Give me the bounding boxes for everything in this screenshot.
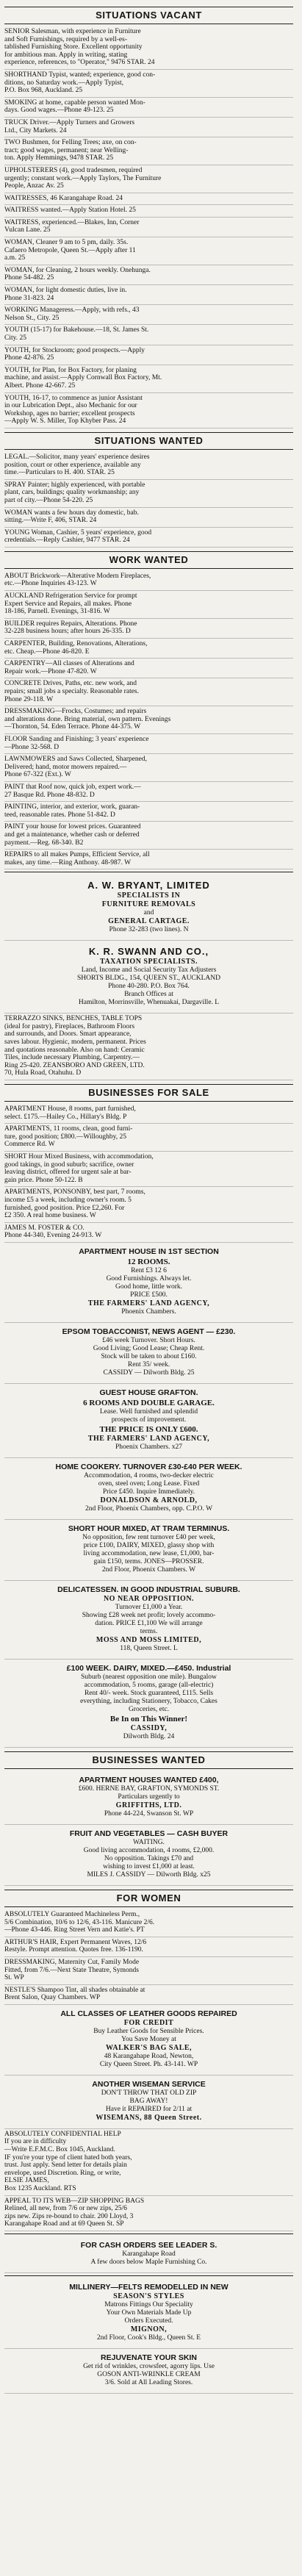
ad-line: TRUCK Driver.—Apply Turners and Growers: [4, 118, 135, 126]
display-ad-line: SHORTS BLDG., 154, QUEEN ST., AUCKLAND: [76, 975, 221, 983]
ad-line: City. 25: [4, 334, 26, 342]
display-ad-line: FOR CASH ORDERS SEE LEADER S.: [80, 2241, 217, 2250]
ad-line: APARTMENT House, 8 rooms, part furnished,: [4, 1105, 136, 1113]
display-ad-line: EPSOM TOBACCONIST, NEWS AGENT — £230.: [62, 1327, 236, 1336]
ad-line: ture, good position; £800.—Willoughby, 25: [4, 1133, 127, 1141]
classified-ad: [4, 850, 293, 869]
display-ad-line: 2nd Floor, Phoenix Chambers, opp. C.P.O. W: [85, 1504, 213, 1513]
ad-line: YOUTH (15-17) for Bakehouse.—18, St. James St.: [4, 326, 149, 334]
ad-line: —Phone 32-568. D: [4, 743, 60, 751]
ad-line: Delivered; hand, motor mowers repaired.—: [4, 763, 127, 771]
section-heading: BUSINESSES FOR SALE: [4, 1084, 293, 1102]
display-ad-line: Rent 40/- week. Stock guaranteed, £115. Sells: [84, 1689, 214, 1697]
ad-line: gain price. Phone 50-122. B: [4, 1176, 83, 1184]
classified-ad: [4, 305, 293, 325]
ad-line: tablished Furnishing Store. Excellent opportunity: [4, 43, 143, 51]
classified-ad: [4, 802, 293, 822]
classified-ad: [4, 1104, 293, 1124]
ad-line: PAINTING, interior, and exterior, work, guaran-: [4, 803, 140, 811]
display-ad-line: DELICATESSEN. IN GOOD INDUSTRIAL SUBURB.: [57, 1585, 240, 1594]
display-ad-line: Showing £28 week net profit; lovely accommo-: [82, 1611, 216, 1619]
display-ad-line: Phone 44-224, Swanson St. WP: [104, 1809, 194, 1818]
ad-line: PAINT that Roof now, quick job, expert work.—: [4, 783, 141, 791]
ad-line: CARPENTRY—All classes of Alterations and: [4, 660, 134, 668]
ad-line: etc.—Phone Inquiries 43-123. W: [4, 580, 97, 588]
display-ad: [4, 2236, 293, 2273]
display-ad-line: No opposition. Takings £70 and: [104, 1854, 194, 1862]
ad-line: Expert Service and Repairs, all makes. Phone: [4, 600, 132, 608]
display-ad-line: MILES J. CASSIDY — Dilworth Bldg. x25: [87, 1870, 211, 1879]
display-ad-line: Turnover £1,000 a Year.: [115, 1603, 183, 1611]
ad-line: ton. Apply Hemmings, 9478 STAR. 25: [4, 154, 114, 162]
ad-line: PAINT your house for lowest prices. Guaranteed: [4, 823, 141, 831]
classified-ad: [4, 137, 293, 165]
ad-line: REPAIRS to all makes Pumps, Efficient Service, all: [4, 851, 150, 859]
ad-line: APARTMENTS, 11 rooms, clean, good furni-: [4, 1125, 133, 1133]
ad-line: Phone 54-482. 25: [4, 274, 54, 282]
classified-ad: [4, 2129, 293, 2196]
display-ad-line: A few doors below Maple Furnishing Co.: [90, 2259, 207, 2266]
ad-line: APARTMENTS, PONSONBY, best part, 7 rooms,: [4, 1188, 145, 1196]
display-ad-line: A. W. BRYANT, LIMITED: [87, 880, 210, 891]
ad-line: and Soft Furnishings, required by a well-es-: [4, 35, 128, 43]
ad-line: and get a maintenance, whether cash or deferred: [4, 830, 140, 839]
ad-line: CARPENTER, Building, Renovations, Alterations,: [4, 640, 148, 648]
ad-line: ditions, no Saturday work.—Apply Typist,: [4, 79, 123, 87]
display-ad-line: City Queen Street. Ph. 43-141. WP: [99, 2060, 198, 2068]
ad-line: St. WP: [4, 1974, 24, 1982]
display-ad-line: GUEST HOUSE GRAFTON.: [99, 1388, 198, 1397]
ad-line: Phone 67-322 (Ext.). W: [4, 771, 71, 779]
ad-line: Workshop, ages no barrier; excellent prospects: [4, 409, 135, 417]
display-ad-line: APARTMENT HOUSE IN 1ST SECTION: [79, 1246, 219, 1256]
display-ad-line: Accommodation, 4 rooms, two-decker electric: [84, 1471, 214, 1479]
display-ad-line: Lease. Well furnished and splendid: [99, 1407, 198, 1416]
display-ad-line: £46 week Turnover. Short Hours.: [102, 1336, 195, 1344]
display-ad-line: TAXATION SPECIALISTS.: [100, 958, 198, 966]
classified-ad: [4, 393, 293, 428]
display-ad-line: SPECIALISTS IN: [117, 891, 181, 900]
display-ad-line: WALKER'S BAG SALE,: [105, 2043, 193, 2052]
display-ad-line: 3/6. Sold at All Leading Stores.: [104, 2379, 193, 2386]
ad-line: Ring 25-420. ZEANSBORO AND GREEN, LTD.: [4, 1061, 145, 1069]
ad-line: payment.—Reg. 68-340. B2: [4, 839, 84, 847]
classified-ad: [4, 734, 293, 754]
ad-line: Phone 31-823. 24: [4, 294, 54, 302]
ad-line: APPEAL TO ITS WEB—ZIP SHOPPING BAGS: [4, 2197, 145, 2205]
ad-line: JAMES M. FOSTER & CO.: [4, 1224, 85, 1232]
display-ad-line: GRIFFITHS, LTD.: [115, 1801, 182, 1809]
section-heading: SITUATIONS VACANT: [4, 7, 293, 24]
ad-line: WOMAN wants a few hours day domestic, bab.: [4, 509, 139, 517]
ad-line: —Thornton, 54. Eden Terrace. Phone 44-375. W: [4, 723, 141, 731]
ad-line: time.—Particulars to H. 400. STAR. 25: [4, 469, 115, 477]
classified-ad: [4, 1152, 293, 1187]
classified-ad: [4, 218, 293, 237]
display-ad-line: BAG AWAY!: [129, 2097, 168, 2105]
ad-line: CONCRETE Drives, Paths, etc. new work, and: [4, 680, 137, 688]
ad-line: Relined, all new, from 7/6 or new zips, 25/6: [4, 2205, 127, 2213]
ad-line: WOMAN, Cleaner 9 am to 5 pm, daily. 35s.: [4, 239, 129, 247]
display-ad-line: THE FARMERS' LAND AGENCY,: [87, 1299, 210, 1307]
ad-line: teed, reasonable rates. Phone 51-842. D: [4, 811, 115, 819]
display-ad-line: Dilworth Bldg. 24: [123, 1732, 175, 1740]
classified-ad: [4, 1985, 293, 2005]
ad-line: DRESSMAKING, Maternity Cut, Family Mode: [4, 1958, 140, 1966]
ad-line: NESTLE'S Shampoo Tint, all shades obtainable at: [4, 1986, 145, 1994]
display-ad-line: Particulars urgently to: [118, 1793, 180, 1801]
ad-line: ELSIE JAMES,: [4, 2177, 49, 2185]
classified-ad: [4, 365, 293, 393]
display-ad-line: WISEMANS, 88 Queen Street.: [96, 2113, 202, 2122]
ad-line: Nelson St., City. 25: [4, 314, 60, 322]
ad-line: Phone 44-340, Evening 24-913. W: [4, 1232, 102, 1240]
ad-line: Tiles, include necessary Plumbing, Carpentry.—: [4, 1054, 140, 1062]
ad-line: —Phone 43-446. Ring Street Vern and Katie's. PT: [4, 1926, 145, 1934]
display-ad-line: 2nd Floor, Phoenix Chambers. W: [101, 1565, 196, 1574]
display-ad-line: Suburb (nearest opposition one mile). Bungalow: [81, 1673, 217, 1681]
display-ad-line: You Save Money at: [121, 2035, 176, 2043]
display-ad-line: REJUVENATE YOUR SKIN: [101, 2353, 197, 2362]
display-ad-line: £100 WEEK. DAIRY, MIXED.—£450. Industrial: [66, 1663, 231, 1673]
ad-line: YOUTH, for Plan, for Box Factory, for planing: [4, 366, 137, 374]
display-ad-line: gain £150, terms. JONES—PROSSER.: [93, 1557, 204, 1565]
ad-line: AUCKLAND Refrigeration Service for prompt: [4, 592, 137, 600]
display-ad-line: Karangahape Road: [122, 2250, 176, 2258]
classified-ad: [4, 591, 293, 619]
ad-line: LEGAL.—Solicitor, many years' experience desires: [4, 453, 150, 461]
display-ad-line: K. R. SWANN AND CO.,: [88, 946, 209, 958]
classified-ad: [4, 639, 293, 659]
display-ad-line: GENERAL CARTAGE.: [108, 917, 190, 926]
ad-line: Brent Salon, Quay Chambers. WP: [4, 1994, 101, 2002]
display-ad-line: Phone 40-280. P.O. Box 764.: [108, 983, 190, 991]
classified-ad: [4, 754, 293, 782]
ad-line: DRESSMAKING—Frocks, Costumes; and repairs: [4, 708, 147, 716]
display-ad: [4, 2278, 293, 2349]
ad-line: 70, Hula Road, Otahuhu. D: [4, 1069, 82, 1077]
display-ad-line: WAITING.: [132, 1838, 165, 1846]
ad-line: for ambitious man. Apply in writing, stating: [4, 51, 128, 59]
display-ad-line: Land, Income and Social Security Tax Adjusters: [81, 966, 217, 975]
display-ad-line: Good Living; Good Lease; Cheap Rent.: [93, 1344, 205, 1352]
classified-ad: [4, 26, 293, 70]
display-ad-line: wishing to invest £1,000 at least.: [103, 1862, 195, 1870]
display-ad: [4, 1243, 293, 1323]
display-ad-line: £600. HERNE BAY, GRAFTON, SYMONDS ST.: [78, 1784, 220, 1793]
ad-line: WOMAN, for light domestic duties, live in.: [4, 287, 127, 295]
display-ad-line: CASSIDY,: [130, 1723, 168, 1732]
classified-ad: [4, 1223, 293, 1243]
ad-line: part of city.—Phone 54-220. 25: [4, 496, 93, 504]
display-ad-line: price £100, DAIRY, MIXED, glassy shop with: [83, 1541, 215, 1549]
ad-line: WAITRESS, experienced.—Blakes, Inn, Corner: [4, 218, 140, 226]
classified-ad: [4, 508, 293, 528]
ad-line: Albert. Phone 42-667. 25: [4, 381, 76, 390]
ad-line: IF you're your type of client hated both years,: [4, 2153, 132, 2161]
display-ad: [4, 1458, 293, 1520]
ad-line: Restyle. Prompt attention. Quotes free. 136-1190.: [4, 1946, 143, 1954]
ad-line: SENIOR Salesman, with experience in Furniture: [4, 28, 141, 35]
ad-line: saves labour. Hygienic, modern, permanent. Prices: [4, 1038, 146, 1047]
display-ad-line: Branch Offices at: [124, 991, 173, 999]
ad-line: 27 Basque Rd. Phone 48-832. D: [4, 791, 95, 799]
ad-line: Vulcan Lane. 25: [4, 226, 51, 234]
display-ad-line: accommodation, 5 rooms, garage (all-electric): [84, 1681, 214, 1689]
ad-line: WAITRESS wanted.—Apply Station Hotel. 25: [4, 207, 136, 215]
ad-line: tract; good wages, permanent; near Welling-: [4, 146, 129, 154]
ad-line: UPHOLSTERERS (4), good tradesmen, required: [4, 166, 143, 174]
classified-ad: [4, 345, 293, 365]
display-ad-line: Groceries, etc.: [128, 1705, 170, 1713]
display-ad: [4, 2349, 293, 2394]
ad-line: in our Lubrication Dept., also Mechanic for our: [4, 402, 137, 410]
display-ad-line: MILLINERY—FELTS REMODELLED IN NEW: [69, 2283, 229, 2292]
classified-ad: [4, 1937, 293, 1957]
display-ad-line: APARTMENT HOUSES WANTED £400,: [79, 1775, 219, 1784]
display-ad-line: DON'T THROW THAT OLD ZIP: [101, 2089, 197, 2097]
ad-line: ABOUT Brickwork—Alterative Modern Fireplaces,: [4, 572, 151, 580]
display-ad-line: 2nd Floor, Cook's Bldg., Queen St. E: [96, 2334, 201, 2342]
ad-line: makes, any time.—Ring Anthony. 48-987. W: [4, 858, 132, 867]
ad-line: SHORTHAND Typist, wanted; experience, good con-: [4, 71, 156, 79]
ad-line: FLOOR Sanding and Finishing; 3 years' experience: [4, 735, 149, 743]
ad-line: P.O. Box 968, Auckland. 25: [4, 87, 83, 95]
display-ad-line: Get rid of wrinkles, crowsfeet, agorry lips. Use: [83, 2363, 215, 2370]
ad-line: SPRAY Painter; highly experienced, with portable: [4, 481, 145, 489]
section-heading: SITUATIONS WANTED: [4, 432, 293, 450]
display-ad-line: ALL CLASSES OF LEATHER GOODS REPAIRED: [60, 2009, 237, 2018]
display-ad-line: Rent 35/ week.: [127, 1360, 170, 1368]
display-ad-line: DONALDSON & ARNOLD,: [100, 1496, 198, 1504]
display-ad-line: prospects of improvement.: [111, 1416, 187, 1424]
classified-ad: [4, 480, 293, 508]
classified-ad: [4, 70, 293, 98]
ad-line: Fitted, from 7/6.—Next State Theatre, Symonds: [4, 1966, 139, 1974]
ad-line: People, Anzac Av. 25: [4, 182, 64, 190]
ad-line: zips new. Zips re-bound to chair. 200 Lloyd, 3: [4, 2212, 134, 2220]
display-ad-line: and: [143, 909, 154, 917]
ad-line: select. £175.—Hailey Co., Hillary's Bldg. P: [4, 1113, 127, 1121]
ad-line: WAITRESSES, 46 Karangahape Road. 24: [4, 194, 123, 202]
display-ad-line: Good home, little work.: [115, 1282, 183, 1291]
display-ad-line: everything, including Stationery, Tobacco, Cakes: [80, 1697, 217, 1705]
display-ad: [4, 875, 293, 941]
display-ad: [4, 1771, 293, 1825]
display-ad-line: 12 ROOMS.: [127, 1257, 170, 1266]
ad-line: position, court or other experience, available any: [4, 461, 141, 469]
ad-line: (ideal for pastry), Fireplaces, Bathroom Floors: [4, 1022, 135, 1030]
ad-line: WORKING Manageress.—Apply, with refs., 43: [4, 306, 140, 315]
section-heading: FOR WOMEN: [4, 1890, 293, 1907]
classified-ad: [4, 265, 293, 285]
ad-line: ABSOLUTELY Guaranteed Machineless Perm.,: [4, 1910, 140, 1918]
ad-line: machine, and assist.—Apply Cornwall Box Factory, Mt.: [4, 374, 162, 382]
display-ad: [4, 1520, 293, 1581]
display-ad-line: FURNITURE REMOVALS: [101, 900, 196, 909]
ad-line: repairs; small jobs a specialty. Reasonable rates.: [4, 688, 139, 695]
display-ad-line: FRUIT AND VEGETABLES — CASH BUYER: [69, 1829, 229, 1838]
display-ad-line: Stock will be taken to about £160.: [101, 1352, 197, 1360]
ad-line: LAWNMOWERS and Saws Collected, Sharpened,: [4, 756, 147, 764]
classified-ad: [4, 1909, 293, 1937]
display-ad-line: MIGNON,: [130, 2325, 168, 2333]
ad-line: £2 350. A real home business. W: [4, 1212, 96, 1220]
ad-line: —Write E.F.M.C. Box 1045, Auckland.: [4, 2146, 115, 2154]
classified-ad: [4, 782, 293, 802]
display-ad-line: Phone 32-283 (two lines). N: [109, 926, 189, 934]
display-ad: [4, 1581, 293, 1660]
classified-ad: [4, 706, 293, 734]
ad-line: days. Good wages.—Phone 49-123. 25: [4, 107, 114, 115]
classified-ad: [4, 528, 293, 548]
display-ad-line: Your Own Materials Made Up: [106, 2309, 192, 2317]
display-ad-line: Buy Leather Goods for Sensible Prices.: [93, 2027, 204, 2035]
display-ad-line: 118, Queen Street. L: [120, 1644, 178, 1652]
display-ad-line: Orders Executed.: [124, 2317, 173, 2325]
classified-ad: [4, 1187, 293, 1222]
ad-line: good takings, in good suburb; sacrifice, owner: [4, 1160, 134, 1169]
ad-line: and surrounds, and Doors. Smart appearance,: [4, 1030, 132, 1038]
display-ad: [4, 1660, 293, 1748]
ad-line: YOUTH, 16-17, to commence as junior Assistant: [4, 394, 143, 402]
ad-line: and quotations reasonable. Also on hand: Ceramic: [4, 1046, 145, 1054]
classified-ad: [4, 193, 293, 206]
ad-line: trust. Just apply. Send letter for details plain: [4, 2161, 127, 2170]
ad-line: Ltd., City Markets. 24: [4, 126, 67, 134]
classified-ad: [4, 285, 293, 305]
display-ad-line: oven, steel oven; Long Lease. Fixed: [98, 1479, 200, 1488]
ad-line: Phone 29-118. W: [4, 695, 54, 703]
display-ad-line: SHORT HOUR MIXED, AT TRAM TERMINUS.: [68, 1524, 230, 1533]
display-ad-line: Have it REPAIRED for 2/11 at: [105, 2105, 193, 2113]
classified-ad: [4, 822, 293, 850]
display-ad-line: Be In on This Winner!: [109, 1714, 188, 1723]
ad-line: Phone 42-876. 25: [4, 354, 54, 362]
display-ad-line: dation. PRICE £1,100 We will arrange: [95, 1619, 203, 1627]
display-ad-line: 6 ROOMS AND DOUBLE GARAGE.: [83, 1398, 215, 1407]
display-ad-line: Phoenix Chambers. x27: [115, 1443, 183, 1451]
ad-line: —Apply W. S. Miller, Top Khyber Pass. 24: [4, 417, 126, 426]
display-ad-line: HOME COOKERY. TURNOVER £30-£40 PER WEEK.: [55, 1462, 242, 1471]
display-ad-line: Good Furnishings. Always let.: [106, 1274, 192, 1282]
classified-ad: [4, 452, 293, 480]
classified-ad: [4, 659, 293, 678]
ad-line: If you are in difficulty: [4, 2138, 67, 2146]
classified-ad: [4, 325, 293, 345]
display-ad-line: FOR CREDIT: [123, 2018, 174, 2027]
ad-line: YOUTH, for Stockroom; good prospects.—Apply: [4, 346, 145, 354]
ad-line: etc. Cheap.—Phone 46-820. E: [4, 647, 90, 656]
ad-line: a.m. 25: [4, 254, 26, 262]
ad-line: envelope, used Discretion. Ring, or write,: [4, 2169, 121, 2177]
display-ad-line: Rent £3 12 6: [131, 1266, 167, 1274]
display-ad-line: terms.: [140, 1627, 158, 1635]
display-ad: [4, 1323, 293, 1384]
classified-ad: [4, 619, 293, 639]
ad-line: SMOKING at home, capable person wanted Mon-: [4, 98, 145, 107]
ad-line: SHORT Hour Mixed Business, with accommodation,: [4, 1153, 154, 1160]
classified-ad: [4, 1013, 293, 1080]
ad-line: leaving district, offered for urgent sale at bar-: [4, 1169, 132, 1177]
ad-line: ABSOLUTELY CONFIDENTIAL HELP: [4, 2130, 121, 2138]
ad-line: WOMAN, for Cleaning, 2 hours weekly. Onehunga.: [4, 266, 151, 274]
display-ad-line: THE PRICE IS ONLY £600.: [99, 1424, 198, 1434]
ad-line: BUILDER requires Repairs, Alterations. Phone: [4, 620, 137, 628]
display-ad-line: No opposition, few rent turnover £40 per week,: [82, 1533, 215, 1541]
ad-line: Cafaero Metropole, Queen St.—Apply after 11: [4, 246, 136, 254]
ad-line: Box 1235 Auckland. RTS: [4, 2185, 76, 2193]
classified-ad: [4, 118, 293, 137]
classified-ad: [4, 678, 293, 706]
classified-ad: [4, 1957, 293, 1985]
ad-line: ARTHUR'S HAIR, Expert Permanent Waves, 12/6: [4, 1938, 147, 1946]
classified-ad: [4, 571, 293, 591]
ad-line: Repair work.—Phone 47-820. W: [4, 667, 97, 675]
ad-line: sitting.—Write F, 406, STAR. 24: [4, 517, 97, 525]
display-ad-line: living accommodation, new lease, £1,000, bar-: [83, 1549, 215, 1557]
section-heading: BUSINESSES WANTED: [4, 1751, 293, 1769]
display-ad-line: GOSON ANTI-WRINKLE CREAM: [97, 2371, 201, 2378]
display-ad: [4, 2005, 293, 2075]
ad-line: YOUNG Woman, Cashier, 5 years' experience, good: [4, 528, 152, 537]
ad-line: and alterations done. Bring material, own pattern. Evenings: [4, 715, 171, 723]
column-rule: [4, 2275, 293, 2276]
ad-line: urgently; constant work.—Apply Taylors, The Furniture: [4, 174, 162, 182]
ad-line: income £5 a week, including owner's room. 5: [4, 1196, 132, 1204]
display-ad: [4, 941, 293, 1013]
display-ad-line: Price £450. Inquire Immediately.: [102, 1488, 195, 1496]
display-ad-line: NO NEAR OPPOSITION.: [103, 1594, 195, 1603]
display-ad: [4, 2075, 293, 2129]
ad-line: Commerce Rd. W: [4, 1141, 55, 1149]
display-ad-line: 48 Karangahape Road, Newton,: [104, 2052, 194, 2060]
classified-ad: [4, 2196, 293, 2231]
ad-line: experience, references, to "Operator," 9476 STAR. 24: [4, 59, 155, 67]
display-ad-line: SEASON'S STYLES: [113, 2292, 184, 2300]
ad-line: plant, cars, buildings; quality workmanship; any: [4, 489, 140, 497]
display-ad: [4, 1825, 293, 1886]
section-heading: WORK WANTED: [4, 551, 293, 569]
classified-ad: [4, 205, 293, 218]
ad-line: TWO Bushmen, for Felling Trees; axe, on con-: [4, 139, 137, 147]
ad-line: credentials.—Reply Cashier, 9477 STAR. 24: [4, 537, 130, 545]
classified-ad: [4, 165, 293, 193]
display-ad-line: ANOTHER WISEMAN SERVICE: [92, 2079, 206, 2089]
display-ad-line: Good living accommodation, 4 rooms, £2,000.: [83, 1846, 215, 1854]
classified-ad: [4, 237, 293, 265]
display-ad-line: CASSIDY — Dilworth Bldg. 25: [103, 1368, 195, 1377]
display-ad: [4, 1384, 293, 1458]
display-ad-line: Hamilton, Morrinsville, Whenuakai, Dargaville. L: [78, 999, 220, 1007]
classified-ad: [4, 1124, 293, 1152]
display-ad-line: THE FARMERS' LAND AGENCY,: [87, 1434, 210, 1443]
display-ad-line: Matrons Fittings Our Speciality: [104, 2301, 193, 2308]
display-ad-line: Phoenix Chambers.: [121, 1307, 176, 1316]
display-ad-line: MOSS AND MOSS LIMITED,: [96, 1635, 202, 1644]
ad-line: furnished, good position. Price £2,260. For: [4, 1204, 125, 1212]
ad-line: Karangahape Road and at 69 Queen St. SP: [4, 2220, 124, 2228]
ad-line: 18-186, Parnell. Evenings, 31-816. W: [4, 608, 110, 616]
ad-line: TERRAZZO SINKS, BENCHES, TABLE TOPS: [4, 1015, 143, 1023]
ad-line: 5/6 Combination, 10/6 to 12/6, 43-116. Manicure 2/6.: [4, 1918, 155, 1926]
ad-line: 32-228 business hours; after hours 26-335. D: [4, 628, 131, 636]
display-ad-line: PRICE £500.: [130, 1291, 168, 1299]
classified-ad: [4, 98, 293, 118]
